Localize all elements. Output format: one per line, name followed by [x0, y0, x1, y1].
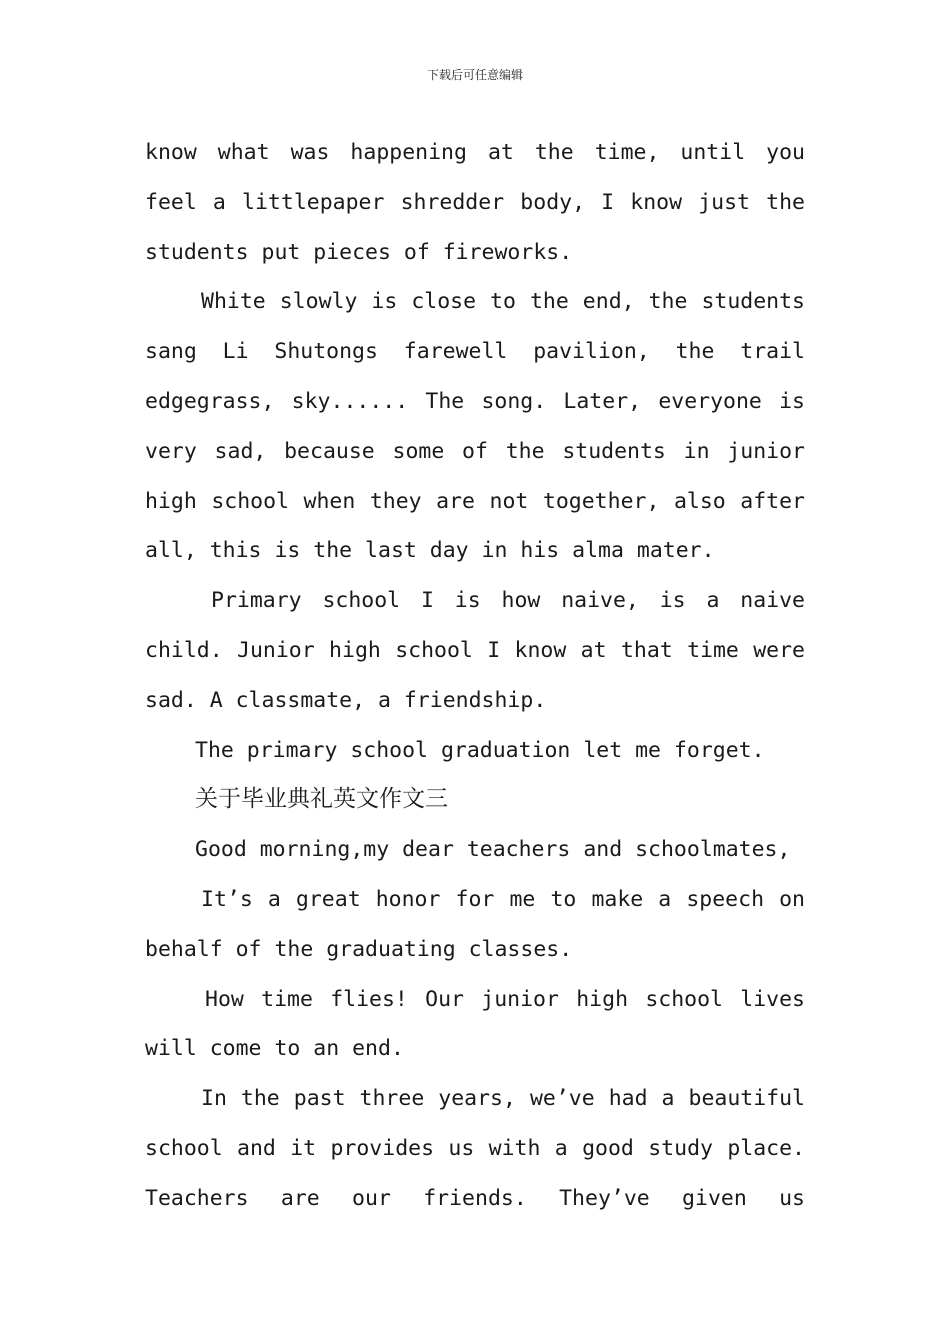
paragraph: The primary school graduation let me forget.: [195, 737, 765, 763]
page-header: 下载后可任意编辑: [426, 68, 523, 82]
paragraph: It’s a great honor for me to make a speech on behalf of the graduating classes.: [145, 886, 805, 962]
paragraph: know what was happening at the time, until you feel a littlepaper shredder body, I know just the students put pieces of fireworks.: [145, 140, 805, 265]
paragraph: Primary school I is how naive, is a naive child. Junior high school I know at that time were sad. A classmate, a friendship.: [145, 588, 805, 713]
paragraph: Good morning,my dear teachers and schoolmates,: [195, 837, 791, 863]
document-body: [145, 128, 805, 1224]
paragraph: How time flies! Our junior high school lives will come to an end.: [145, 986, 805, 1062]
paragraph: White slowly is close to the end, the students sang Li Shutongs farewell pavilion, the trail edgegrass, sky...... The song. Later, everyone is very sad, because some of the students in junior high school when they are not together, also after all, this is the last day in his alma mater.: [145, 289, 805, 564]
paragraph: In the past three years, we’ve had a beautiful school and it provides us with a good study place. Teachers are our friends. They’ve given us: [145, 1086, 805, 1211]
section-heading: 关于毕业典礼英文作文三: [195, 786, 448, 813]
